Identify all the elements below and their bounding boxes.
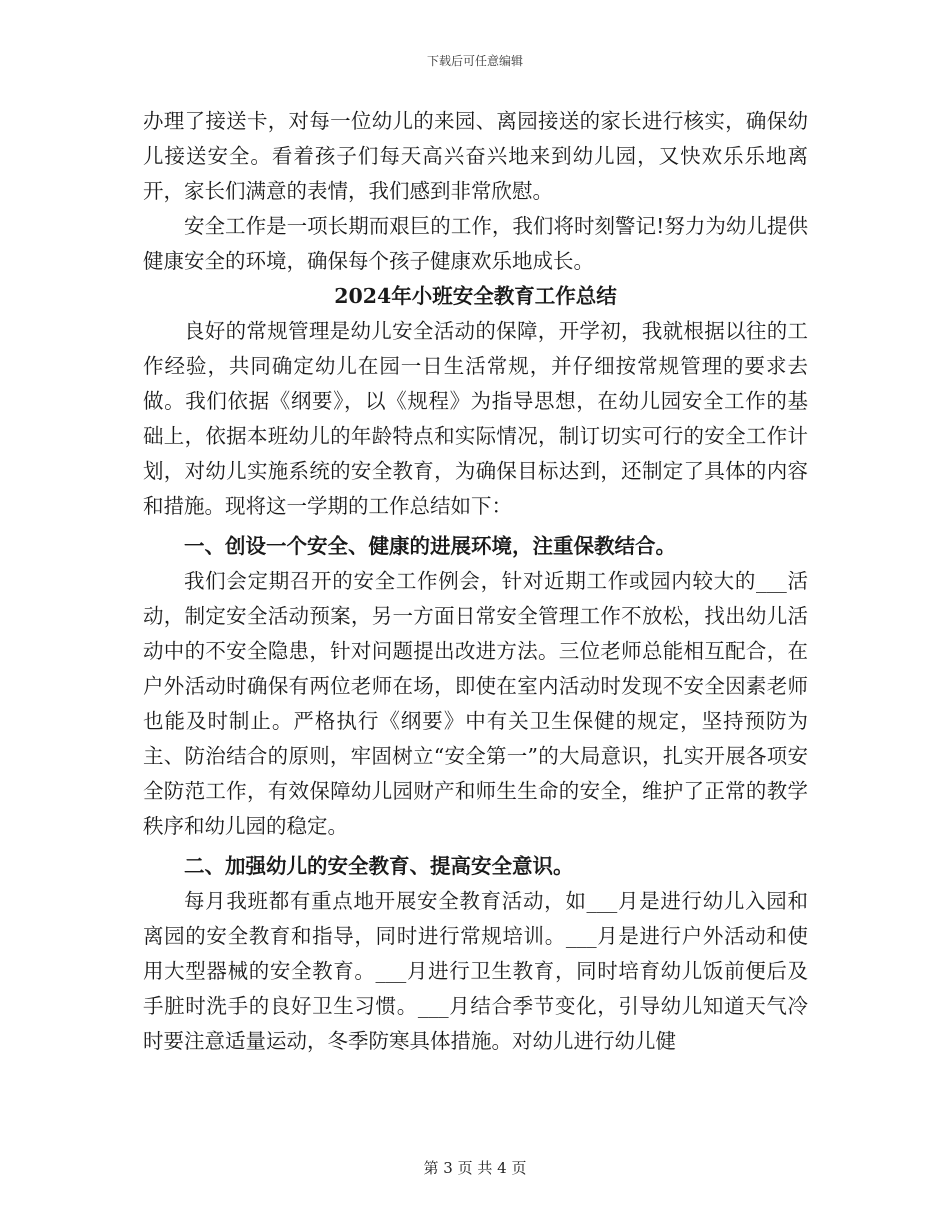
paragraph-continued: 办理了接送卡，对每一位幼儿的来园、离园接送的家长进行核实，确保幼儿接送安全。看着孩子们每天高兴奋兴地来到幼儿园，又快欢乐乐地离开，家长们满意的表情，我们感到非常欣慰。 (143, 109, 808, 203)
section-heading-2: 二、加强幼儿的安全教育、提高安全意识。 (184, 854, 574, 878)
document-body (143, 104, 808, 1059)
page-footer: 第 3 页 共 4 页 (423, 1159, 527, 1177)
page-header: 下载后可任意编辑 (426, 54, 523, 68)
paragraph-section-2: 每月我班都有重点地开展安全教育活动，如___月是进行幼儿入园和离园的安全教育和指导，同时进行常规培训。___月是进行户外活动和使用大型器械的安全教育。___月进行卫生教育，同时培育幼儿饭前便后及手脏时洗手的良好卫生习惯。___月结合季节变化，引导幼儿知道天气冷时要注意适量运动，冬季防寒具体措施。对幼儿进行幼儿健 (143, 889, 808, 1053)
document-title: 2024年小班安全教育工作总结 (334, 284, 617, 308)
paragraph-closing: 安全工作是一项长期而艰巨的工作，我们将时刻警记!努力为幼儿提供健康安全的环境，确保每个孩子健康欢乐地成长。 (143, 214, 808, 273)
paragraph-section-1: 我们会定期召开的安全工作例会，针对近期工作或园内较大的___活动，制定安全活动预案，另一方面日常安全管理工作不放松，找出幼儿活动中的不安全隐患，针对问题提出改进方法。三位老师总能相互配合，在户外活动时确保有两位老师在场，即使在室内活动时发现不安全因素老师也能及时制止。严格执行《纲要》中有关卫生保健的规定，坚持预防为主、防治结合的原则，牢固树立“安全第一”的大局意识，扎实开展各项安全防范工作，有效保障幼儿园财产和师生生命的安全，维护了正常的教学秩序和幼儿园的稳定。 (143, 569, 808, 838)
paragraph-intro: 良好的常规管理是幼儿安全活动的保障，开学初，我就根据以往的工作经验，共同确定幼儿在园一日生活常规，并仔细按常规管理的要求去做。我们依据《纲要》，以《规程》为指导思想，在幼儿园安全工作的基础上，依据本班幼儿的年龄特点和实际情况，制订切实可行的安全工作计划，对幼儿实施系统的安全教育，为确保目标达到，还制定了具体的内容和措施。现将这一学期的工作总结如下： (143, 319, 808, 518)
section-heading-1: 一、创设一个安全、健康的进展环境，注重保教结合。 (184, 534, 676, 558)
